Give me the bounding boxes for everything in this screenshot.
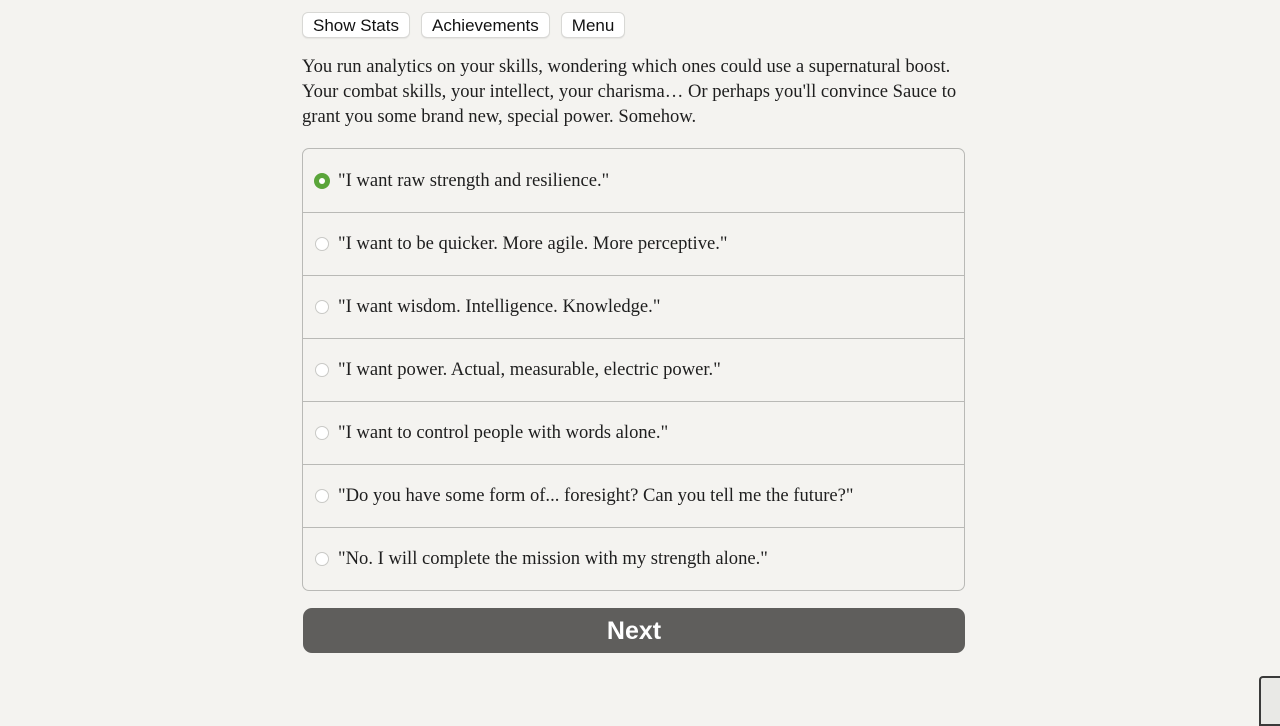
choice-list [302,148,965,591]
choice-label: "Do you have some form of... foresight? Can you tell me the future?" [338,485,854,506]
choice-option-foresight[interactable] [303,464,964,527]
choice-option-power[interactable] [303,338,964,401]
achievements-button[interactable]: Achievements [421,12,550,38]
menu-button[interactable]: Menu [561,12,626,38]
radio-unselected-icon[interactable] [315,363,329,377]
choice-option-wisdom[interactable] [303,275,964,338]
choice-label: "I want to be quicker. More agile. More perceptive." [338,233,728,254]
top-toolbar [302,12,625,38]
narrative-text: You run analytics on your skills, wondering which ones could use a supernatural boost. Your combat skills, your intellect, your charisma… Or perhaps you'll convince Sauce to grant you some brand new, special power. Somehow. [302,56,957,128]
choice-label: "I want power. Actual, measurable, electric power." [338,359,721,380]
radio-unselected-icon[interactable] [315,300,329,314]
radio-unselected-icon[interactable] [315,552,329,566]
radio-unselected-icon[interactable] [315,489,329,503]
show-stats-button[interactable]: Show Stats [302,12,410,38]
choice-label: "I want raw strength and resilience." [338,169,610,191]
choice-label: "I want to control people with words alone." [338,422,669,443]
choice-option-strength[interactable] [303,149,964,212]
choice-label: "No. I will complete the mission with my strength alone." [338,548,768,569]
choice-option-control[interactable] [303,401,964,464]
choice-label: "I want wisdom. Intelligence. Knowledge." [338,296,661,317]
radio-unselected-icon[interactable] [315,237,329,251]
next-button[interactable]: Next [303,608,965,653]
choice-option-none[interactable] [303,527,964,590]
scroll-handle[interactable] [1259,676,1280,726]
choice-option-agility[interactable] [303,212,964,275]
radio-unselected-icon[interactable] [315,426,329,440]
radio-selected-icon[interactable] [314,173,330,189]
